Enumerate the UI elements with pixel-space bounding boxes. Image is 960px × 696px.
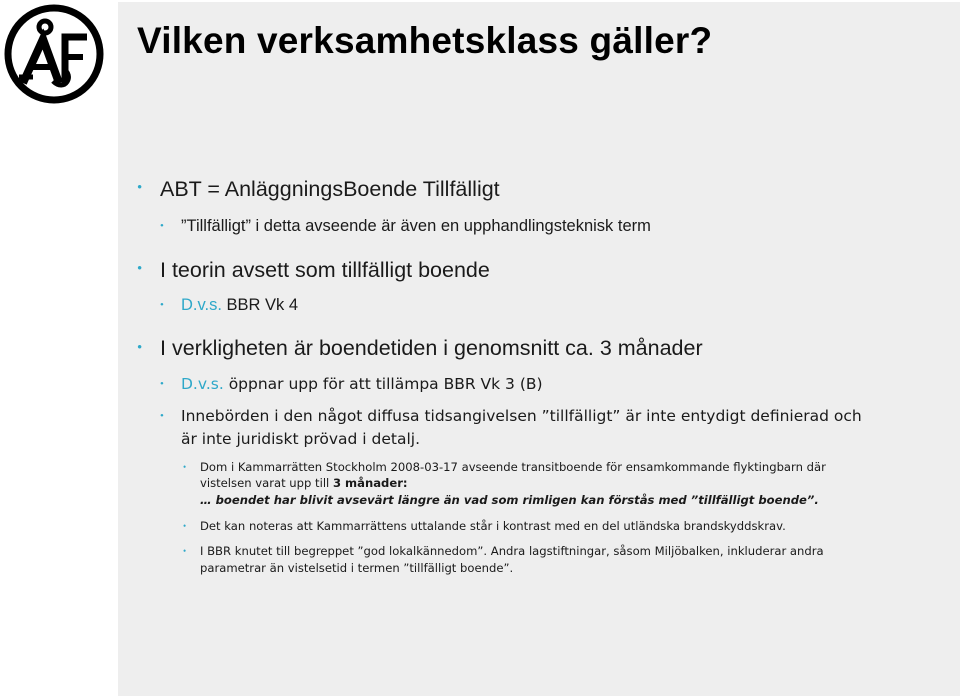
dvs-link: D.v.s. [181, 375, 224, 393]
bullet-teorin: I teorin avsett som tillfälligt boende [160, 258, 490, 282]
bullet-kontrast: Det kan noteras att Kammarrättens uttalande står i kontrast med en del utländska brandskyddskrav. [200, 519, 786, 533]
af-logo-icon [3, 3, 105, 105]
bullet-dot: • [183, 521, 187, 531]
dvs-link: D.v.s. [181, 296, 222, 314]
bullet-bbr-vk3 [181, 375, 543, 393]
bullet-dot: • [183, 462, 187, 472]
bullet-abt: ABT = AnläggningsBoende Tillfälligt [160, 177, 500, 201]
bullet-tillfalligt-term: ”Tillfälligt” i detta avseende är även en upphandlingsteknisk term [181, 217, 651, 235]
bullet-lokalkannedom-line2: parametrar än vistelsetid i termen ”tillfälligt boende”. [200, 561, 514, 575]
bullet-dot: • [137, 180, 143, 196]
af-logo [3, 3, 105, 105]
dom-line2-text: vistelsen varat upp till [200, 476, 333, 490]
bullet-innebord-line2: är inte juridiskt prövad i detalj. [181, 430, 420, 448]
bullet-dom-quote: … boendet har blivit avsevärt längre än vad som rimligen kan förstås med ”tillfälligt boende”. [200, 493, 819, 507]
bullet-innebord-line1: Innebörden i den något diffusa tidsangivelsen ”tillfälligt” är inte entydigt definierad och [181, 407, 862, 425]
dom-three-months: 3 månader: [332, 476, 408, 490]
bullet-dot: • [183, 546, 187, 556]
bullet-lokalkannedom-line1: I BBR knutet till begreppet ”god lokalkännedom”. Andra lagstiftningar, såsom Miljöbalken, inkluderar andra [200, 544, 824, 558]
bullet-bbr-vk4 [181, 296, 298, 315]
bullet-dot: • [160, 378, 164, 390]
bullet-dom-line1: Dom i Kammarrätten Stockholm 2008-03-17 avseende transitboende för ensamkommande flyktingbarn där [200, 460, 826, 474]
bullet-bbr-vk3-rest: öppnar upp för att tillämpa BBR Vk 3 (B) [223, 375, 543, 393]
bullet-dom-line2 [200, 476, 408, 490]
bullet-dot: • [160, 299, 164, 311]
bullet-bbr-vk4-rest: BBR Vk 4 [221, 296, 299, 314]
page-title: Vilken verksamhetsklass gäller? [137, 20, 713, 61]
bullet-dot: • [160, 220, 164, 232]
bullet-verkligheten: I verkligheten är boendetiden i genomsnitt ca. 3 månader [160, 336, 703, 360]
bullet-dot: • [137, 261, 143, 277]
bullet-dot: • [137, 340, 143, 356]
bullet-dot: • [160, 410, 164, 422]
